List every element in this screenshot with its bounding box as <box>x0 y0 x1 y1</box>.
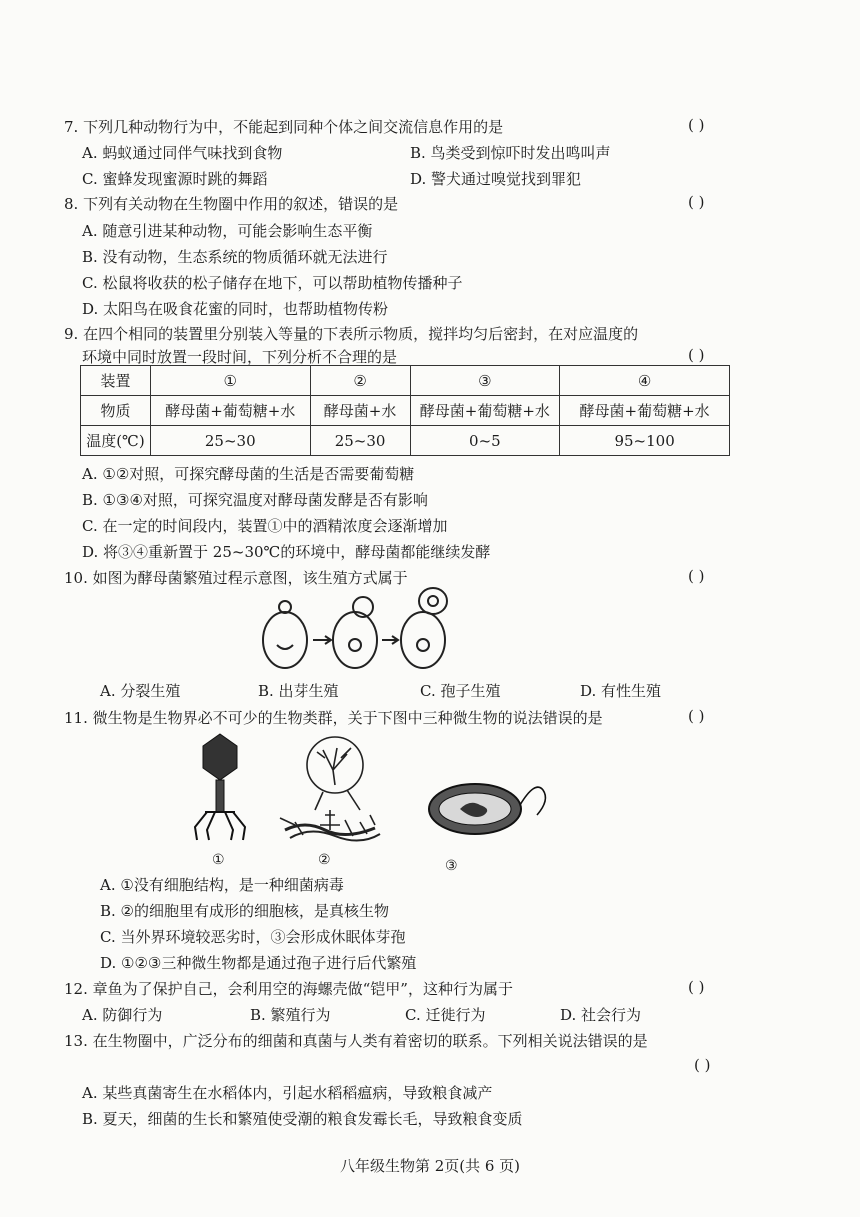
table-cell: 0~5 <box>410 426 560 456</box>
q8-option-b: B. 没有动物，生态系统的物质循环就无法进行 <box>82 248 388 266</box>
yeast-cell-1 <box>263 612 307 668</box>
table-cell: 物质 <box>81 396 151 426</box>
q7-stem: 7. 下列几种动物行为中，不能起到同种个体之间交流信息作用的是 <box>64 118 504 136</box>
q9-stem-line2: 环境中同时放置一段时间，下列分析不合理的是 <box>82 348 398 366</box>
q8-option-a: A. 随意引进某种动物，可能会影响生态平衡 <box>82 222 373 240</box>
yeast-vacuole-1 <box>277 645 293 649</box>
q13-option-b: B. 夏天，细菌的生长和繁殖使受潮的粮食发霉长毛，导致粮食变质 <box>82 1110 523 1128</box>
bacterium-figure <box>425 775 555 845</box>
q11-option-a: A. ①没有细胞结构，是一种细菌病毒 <box>100 876 344 894</box>
bacteriophage-figure <box>185 732 255 842</box>
table-cell: 装置 <box>81 366 151 396</box>
figure-label-2: ② <box>318 852 331 868</box>
q11-option-d: D. ①②③三种微生物都是通过孢子进行后代繁殖 <box>100 954 417 972</box>
q12-option-d: D. 社会行为 <box>560 1006 642 1024</box>
q11-option-c: C. 当外界环境较恶劣时，③会形成休眠体芽孢 <box>100 928 406 946</box>
q12-answer-paren[interactable]: ( ) <box>688 978 705 996</box>
table-cell: 酵母菌+葡萄糖+水 <box>560 396 730 426</box>
q9-option-b: B. ①③④对照，可探究温度对酵母菌发酵是否有影响 <box>82 491 428 509</box>
table-row-substance <box>81 396 730 426</box>
q7-option-b: B. 鸟类受到惊吓时发出鸣叫声 <box>410 144 611 162</box>
q11-answer-paren[interactable]: ( ) <box>688 707 705 725</box>
table-cell: 25~30 <box>310 426 410 456</box>
q9-answer-paren[interactable]: ( ) <box>688 346 705 364</box>
q12-option-c: C. 迁徙行为 <box>405 1006 486 1024</box>
figure-label-3: ③ <box>445 858 458 874</box>
table-cell: ① <box>150 366 310 396</box>
q7-answer-paren[interactable]: ( ) <box>688 116 705 134</box>
table-cell: ④ <box>560 366 730 396</box>
table-cell: 酵母菌+水 <box>310 396 410 426</box>
page-footer: 八年级生物第 2页(共 6 页) <box>339 1157 521 1175</box>
q9-stem-line1: 9. 在四个相同的装置里分别装入等量的下表所示物质，搅拌均匀后密封，在对应温度的 <box>64 325 639 343</box>
yeast-budding-figure <box>255 585 465 675</box>
q11-option-b: B. ②的细胞里有成形的细胞核，是真核生物 <box>100 902 390 920</box>
table-row-header <box>81 366 730 396</box>
q9-option-d: D. 将③④重新置于 25~30℃的环境中，酵母菌都能继续发酵 <box>82 543 491 561</box>
table-cell: ② <box>310 366 410 396</box>
q7-option-d: D. 警犬通过嗅觉找到罪犯 <box>410 170 582 188</box>
q8-stem: 8. 下列有关动物在生物圈中作用的叙述，错误的是 <box>64 195 399 213</box>
q10-option-d: D. 有性生殖 <box>580 682 662 700</box>
q10-stem: 10. 如图为酵母菌繁殖过程示意图，该生殖方式属于 <box>64 569 408 587</box>
q11-stem: 11. 微生物是生物界必不可少的生物类群，关于下图中三种微生物的说法错误的是 <box>64 709 603 727</box>
q13-option-a: A. 某些真菌寄生在水稻体内，引起水稻稻瘟病，导致粮食减产 <box>82 1084 493 1102</box>
yeast-bud-large <box>419 588 447 614</box>
q8-option-c: C. 松鼠将收获的松子储存在地下，可以帮助植物传播种子 <box>82 274 463 292</box>
q8-answer-paren[interactable]: ( ) <box>688 193 705 211</box>
q12-stem: 12. 章鱼为了保护自己，会利用空的海螺壳做“铠甲”，这种行为属于 <box>64 980 513 998</box>
q7-option-a: A. 蚂蚁通过同伴气味找到食物 <box>82 144 283 162</box>
table-cell: 95~100 <box>560 426 730 456</box>
q10-option-b: B. 出芽生殖 <box>258 682 339 700</box>
q12-option-a: A. 防御行为 <box>82 1006 163 1024</box>
table-row-temperature <box>81 426 730 456</box>
table-cell: 25~30 <box>150 426 310 456</box>
q9-experiment-table <box>80 365 730 456</box>
mold-figure <box>275 730 385 845</box>
q13-stem: 13. 在生物圈中，广泛分布的细菌和真菌与人类有着密切的联系。下列相关说法错误的是 <box>64 1032 648 1050</box>
q10-option-a: A. 分裂生殖 <box>100 682 181 700</box>
q7-option-c: C. 蜜蜂发现蜜源时跳的舞蹈 <box>82 170 268 188</box>
table-cell: 温度(℃) <box>81 426 151 456</box>
q12-option-b: B. 繁殖行为 <box>250 1006 331 1024</box>
q10-answer-paren[interactable]: ( ) <box>688 567 705 585</box>
q8-option-d: D. 太阳鸟在吸食花蜜的同时，也帮助植物传粉 <box>82 300 389 318</box>
table-cell: 酵母菌+葡萄糖+水 <box>150 396 310 426</box>
q10-option-c: C. 孢子生殖 <box>420 682 501 700</box>
table-cell: ③ <box>410 366 560 396</box>
q13-answer-paren[interactable]: ( ) <box>694 1056 711 1074</box>
figure-label-1: ① <box>212 852 225 868</box>
q9-option-a: A. ①②对照，可探究酵母菌的生活是否需要葡萄糖 <box>82 465 415 483</box>
q9-option-c: C. 在一定的时间段内，装置①中的酒精浓度会逐渐增加 <box>82 517 448 535</box>
table-cell: 酵母菌+葡萄糖+水 <box>410 396 560 426</box>
